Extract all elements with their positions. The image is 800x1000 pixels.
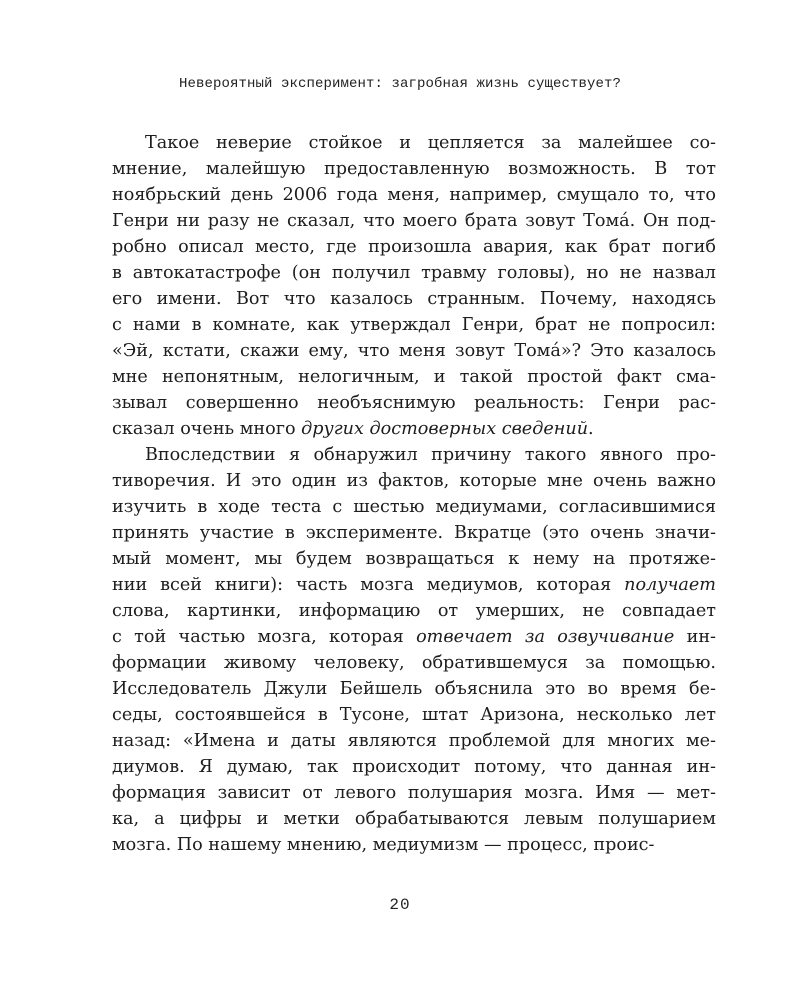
text-run: сказал очень много <box>112 419 302 439</box>
paragraph <box>112 130 716 442</box>
text-run: ка, а цифры и метки обрабатываются левым полушарием <box>112 809 716 829</box>
text-line <box>112 520 716 546</box>
text-run: изучить в ходе теста с шестью медиумами, согласившимися <box>112 497 716 517</box>
text-line <box>112 156 716 182</box>
text-line <box>112 338 716 364</box>
text-line <box>112 832 716 858</box>
italic-phrase: отвечает за озвучивание <box>416 627 675 647</box>
text-run: . <box>588 419 594 439</box>
text-line <box>112 676 716 702</box>
text-line <box>112 364 716 390</box>
text-line <box>112 182 716 208</box>
running-head: Невероятный эксперимент: загробная жизнь существует? <box>178 76 622 92</box>
text-line <box>112 624 716 650</box>
text-run: формации живому человеку, обратившемуся за помощью. <box>112 653 716 673</box>
text-run: тиворечия. И это один из фактов, которые мне очень важно <box>112 471 716 491</box>
text-line <box>112 468 716 494</box>
text-line <box>112 390 716 416</box>
text-run: с нами в комнате, как утверждал Генри, брат не попросил: <box>112 315 716 335</box>
text-run: слова, картинки, информацию от умерших, не совпадает <box>112 601 716 621</box>
text-line <box>112 494 716 520</box>
text-run: ин- <box>674 627 716 647</box>
text-line <box>112 442 716 468</box>
text-line <box>112 806 716 832</box>
text-run: робно описал место, где произошла авария, как брат погиб <box>112 237 716 257</box>
text-run: седы, состоявшейся в Тусоне, штат Аризона, несколько лет <box>112 705 716 725</box>
text-line <box>112 780 716 806</box>
text-line <box>112 130 716 156</box>
text-line <box>112 416 716 442</box>
text-run: Впоследствии я обнаружил причину такого явного про- <box>145 445 716 465</box>
body-text <box>112 130 716 858</box>
text-run: с той частью мозга, которая <box>112 627 417 647</box>
italic-phrase: получает <box>624 575 716 595</box>
text-run: зывал совершенно необъяснимую реальность: Генри рас- <box>112 393 716 413</box>
text-run: формация зависит от левого полушария мозга. Имя — мет- <box>112 783 716 803</box>
text-run: мне непонятным, нелогичным, и такой простой факт сма- <box>112 367 716 387</box>
text-line <box>112 728 716 754</box>
text-run: ноябрьский день 2006 года меня, например, смущало то, что <box>112 185 716 205</box>
text-line <box>112 286 716 312</box>
page-number: 20 <box>389 896 411 914</box>
paragraph <box>112 442 716 858</box>
text-run: мозга. По нашему мнению, медиумизм — процесс, проис- <box>112 835 655 855</box>
text-run: нии всей книги): часть мозга медиумов, которая <box>112 575 625 595</box>
text-line <box>112 234 716 260</box>
text-line <box>112 702 716 728</box>
text-line <box>112 546 716 572</box>
text-run: в автокатастрофе (он получил травму головы), но не назвал <box>112 263 716 283</box>
text-line <box>112 312 716 338</box>
text-run: назад: «Имена и даты являются проблемой для многих ме- <box>112 731 716 751</box>
text-line <box>112 208 716 234</box>
text-run: его имени. Вот что казалось странным. Почему, находясь <box>112 289 716 309</box>
text-run: Такое неверие стойкое и цепляется за малейшее со- <box>145 133 716 153</box>
text-run: Генри ни разу не сказал, что моего брата зовут Тома́. Он под- <box>112 211 716 231</box>
text-run: мый момент, мы будем возвращаться к нему на протяже- <box>112 549 716 569</box>
text-line <box>112 598 716 624</box>
text-line <box>112 650 716 676</box>
text-run: Исследователь Джули Бейшель объяснила это во время бе- <box>112 679 716 699</box>
text-run: «Эй, кстати, скажи ему, что меня зовут Тома́»? Это казалось <box>112 341 716 361</box>
text-run: мнение, малейшую предоставленную возможность. В тот <box>112 159 716 179</box>
text-run: принять участие в эксперименте. Вкратце (это очень значи- <box>112 523 716 543</box>
text-line <box>112 572 716 598</box>
text-line <box>112 754 716 780</box>
text-run: диумов. Я думаю, так происходит потому, что данная ин- <box>112 757 716 777</box>
italic-phrase: других достоверных сведений <box>301 419 589 439</box>
text-line <box>112 260 716 286</box>
